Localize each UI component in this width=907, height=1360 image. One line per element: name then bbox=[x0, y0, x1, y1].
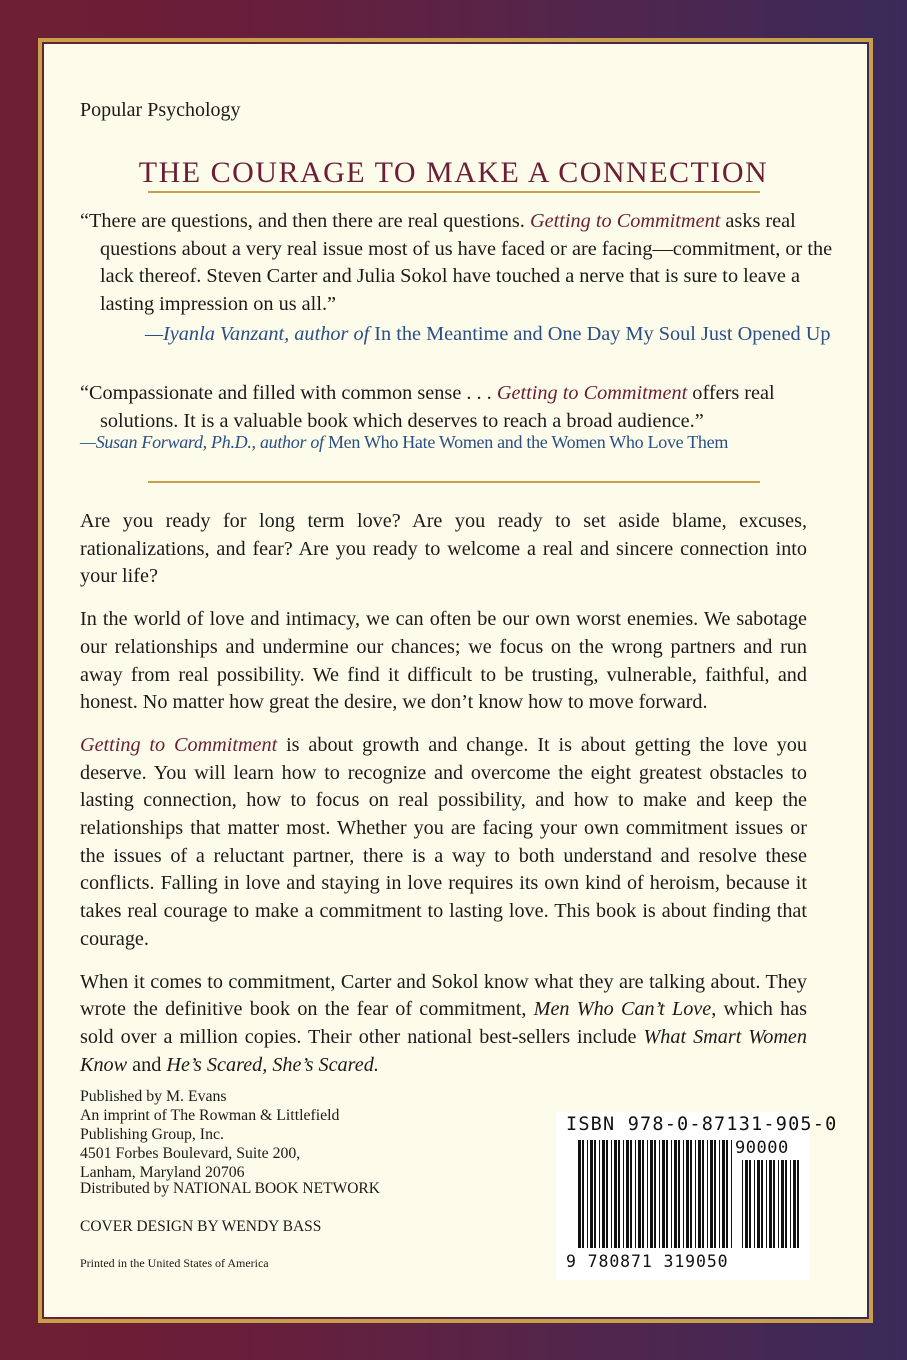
barcode-bar bbox=[662, 1140, 665, 1248]
gold-rule-top bbox=[148, 191, 760, 193]
description-body bbox=[80, 508, 807, 1094]
barcode-bar bbox=[766, 1160, 767, 1248]
barcode-bar bbox=[647, 1140, 648, 1248]
barcode-bar bbox=[719, 1140, 720, 1248]
barcode-bar bbox=[582, 1140, 584, 1248]
barcode-bar bbox=[654, 1140, 656, 1248]
publisher-line: An imprint of The Rowman & Littlefield bbox=[80, 1107, 340, 1124]
barcode-bar bbox=[695, 1140, 696, 1248]
barcode-bar bbox=[781, 1160, 784, 1248]
barcode-bar bbox=[749, 1160, 751, 1248]
heading: THE COURAGE TO MAKE A CONNECTION bbox=[138, 156, 769, 189]
barcode-bar bbox=[742, 1160, 743, 1248]
barcode-bar bbox=[710, 1140, 713, 1248]
attribution-vanzant: —Iyanla Vanzant, author of In the Meantime and One Day My Soul Just Opened Up bbox=[145, 323, 831, 345]
paragraph-4: When it comes to commitment, Carter and Sokol know what they are talking about. They wrote the definitive book on the fear of commitment, Men Who Can’t Love, which has sold over a million copies. Their other national best-sellers include What Smart Women Know and He’s Scared, She’s Scared. bbox=[80, 970, 807, 1076]
barcode-bar bbox=[726, 1140, 728, 1248]
paragraph-3: Getting to Commitment is about growth and change. It is about getting the love you deserve. You will learn how to recognize and overcome the eight greatest obstacles to lasting connection, how to focus on real possibility, and how to make and keep the relationships that matter most. Whether you are facing your own commitment issues or the issues of a reluctant partner, there is a way to both understand and resolve these conflicts. Falling in love and staying in love requires its own kind of heroism, because it takes real courage to make a commitment to lasting love. This book is about finding that courage. bbox=[80, 733, 807, 950]
barcode-bar bbox=[778, 1160, 779, 1248]
barcode-bar bbox=[690, 1140, 692, 1248]
barcode-bar bbox=[797, 1160, 799, 1248]
barcode-bar bbox=[686, 1140, 689, 1248]
barcode-bar bbox=[642, 1140, 644, 1248]
barcode-bar bbox=[745, 1160, 748, 1248]
printed-in-line: Printed in the United States of America bbox=[80, 1256, 269, 1270]
barcode-bar bbox=[594, 1140, 596, 1248]
barcode-bar bbox=[702, 1140, 704, 1248]
publisher-line: Publishing Group, Inc. bbox=[80, 1126, 224, 1143]
barcode-bar bbox=[602, 1140, 605, 1248]
barcode-bar bbox=[623, 1140, 624, 1248]
barcode-bar bbox=[611, 1140, 612, 1248]
barcode-bar bbox=[731, 1140, 732, 1248]
barcode-bar bbox=[785, 1160, 787, 1248]
quote-forward: “Compassionate and filled with common sense . . . Getting to Commitment offers real solutions. It is a valuable book which deserves to reach a broad audience.” bbox=[80, 382, 775, 432]
barcode-bar bbox=[606, 1140, 608, 1248]
barcode-bar bbox=[578, 1140, 581, 1248]
barcode-bar bbox=[683, 1140, 684, 1248]
barcode-bar bbox=[707, 1140, 708, 1248]
price-code: 90000 bbox=[735, 1138, 789, 1158]
distributor-line: Distributed by NATIONAL BOOK NETWORK bbox=[80, 1180, 380, 1197]
ean-digits: 9 780871 319050 bbox=[566, 1252, 729, 1271]
barcode-bar bbox=[714, 1140, 716, 1248]
publisher-line: Published by M. Evans bbox=[80, 1088, 227, 1105]
publisher-info bbox=[80, 1087, 400, 1182]
barcode-bar bbox=[754, 1160, 755, 1248]
barcode-bar bbox=[773, 1160, 775, 1248]
barcode-bar bbox=[659, 1140, 660, 1248]
barcode-bar bbox=[761, 1160, 763, 1248]
barcode-bar bbox=[614, 1140, 617, 1248]
barcode-bar bbox=[793, 1160, 796, 1248]
category-label: Popular Psychology bbox=[80, 99, 241, 121]
barcode-bar bbox=[722, 1140, 725, 1248]
barcode-bar bbox=[678, 1140, 680, 1248]
barcode-bar bbox=[790, 1160, 791, 1248]
barcode-bar bbox=[587, 1140, 588, 1248]
barcode-bar bbox=[674, 1140, 677, 1248]
barcode-bar bbox=[618, 1140, 620, 1248]
barcode-bar bbox=[630, 1140, 632, 1248]
addon-barcode bbox=[742, 1160, 802, 1248]
cover-design-credit: COVER DESIGN BY WENDY BASS bbox=[80, 1218, 322, 1235]
publisher-line: 4501 Forbes Boulevard, Suite 200, bbox=[80, 1145, 301, 1162]
barcode-bar bbox=[671, 1140, 672, 1248]
attribution-forward: —Susan Forward, Ph.D., author of Men Who Hate Women and the Women Who Love Them bbox=[80, 432, 729, 452]
paragraph-2: In the world of love and intimacy, we can often be our own worst enemies. We sabotage our relationships and undermine our chances; we focus on the wrong partners and run away from real possibility. We find it difficult to be trusting, vulnerable, faithful, and honest. No matter how great the desire, we don’t know how to move forward. bbox=[80, 608, 807, 714]
barcode-bar bbox=[635, 1140, 636, 1248]
barcode-bar bbox=[666, 1140, 668, 1248]
paragraph-1: Are you ready for long term love? Are you ready to set aside blame, excuses, rationalizations, and fear? Are you ready to welcome a real and sincere connection into your life? bbox=[80, 510, 807, 588]
gold-rule-bottom bbox=[148, 481, 760, 483]
barcode-bar bbox=[626, 1140, 629, 1248]
barcode-bar bbox=[769, 1160, 772, 1248]
barcode-bar bbox=[757, 1160, 760, 1248]
barcode-bar bbox=[599, 1140, 600, 1248]
ean-barcode bbox=[578, 1140, 733, 1248]
quote-vanzant: “There are questions, and then there are real questions. Getting to Commitment asks real questions about a very real issue most of us have faced or are facing—commitment, or the lack thereof. Steven Carter and Julia Sokol have touched a nerve that is sure to leave a lasting impression on us all.” bbox=[80, 210, 833, 315]
barcode-bar bbox=[650, 1140, 653, 1248]
barcode-bar bbox=[638, 1140, 641, 1248]
isbn-text: ISBN 978-0-87131-905-0 bbox=[566, 1114, 838, 1135]
barcode-bar bbox=[590, 1140, 593, 1248]
barcode-bar bbox=[698, 1140, 701, 1248]
publisher-line: Lanham, Maryland 20706 bbox=[80, 1164, 245, 1181]
